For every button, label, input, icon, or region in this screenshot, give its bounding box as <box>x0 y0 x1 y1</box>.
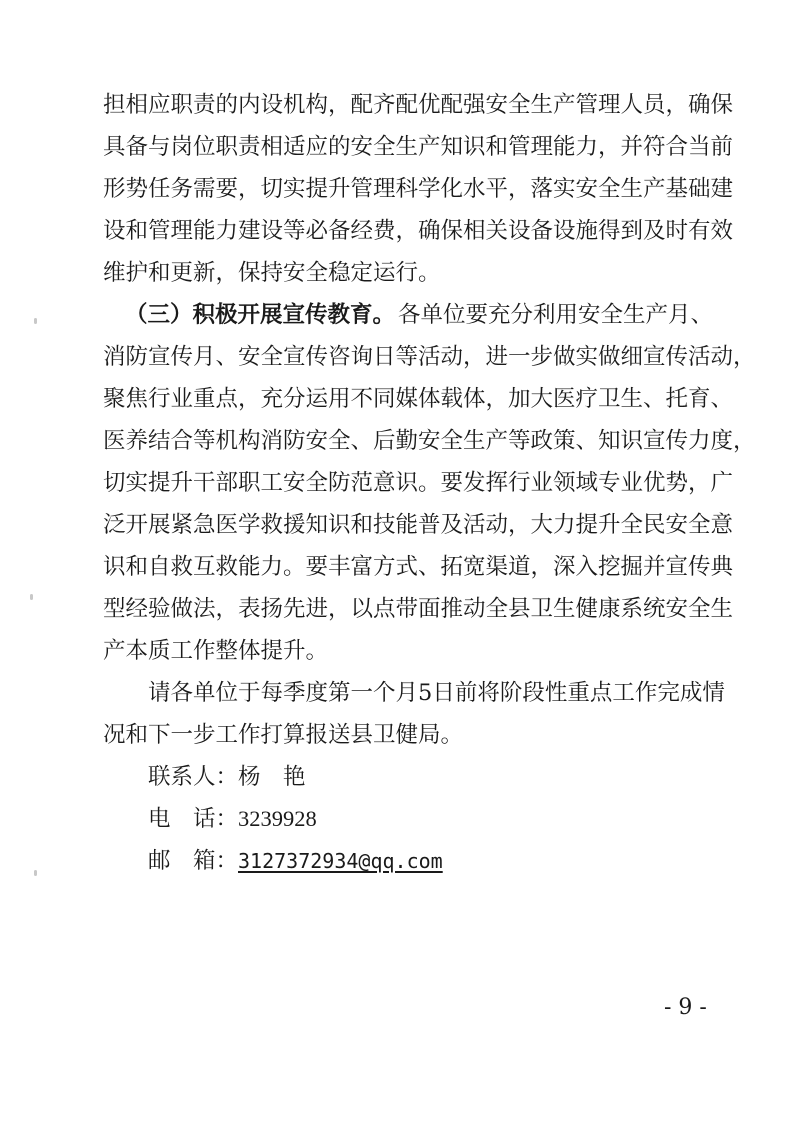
text-line: 产本质工作整体提升。 <box>103 638 329 664</box>
contact-block <box>103 756 713 882</box>
text-line: 况和下一步工作打算报送县卫健局。 <box>103 722 464 748</box>
contact-person <box>103 756 713 798</box>
contact-person-name: 杨 艳 <box>238 764 306 790</box>
text-line: 识和自救互救能力。要丰富方式、拓宽渠道，深入挖掘并宣传典 <box>103 554 734 580</box>
contact-phone-value: 3239928 <box>238 806 317 831</box>
contact-person-label: 联系人： <box>148 764 239 790</box>
scan-speck <box>34 318 37 324</box>
section-3 <box>103 294 756 672</box>
section-3-heading: （三）积极开展宣传教育。 <box>125 302 396 328</box>
text-line: 型经验做法，表扬先进，以点带面推动全县卫生健康系统安全生 <box>103 596 734 622</box>
page-number: - 9 - <box>664 995 707 1020</box>
page-content <box>103 84 756 882</box>
text-line: 请各单位于每季度第一个月5日前将阶段性重点工作完成情 <box>148 680 725 706</box>
text-line: 切实提升干部职工安全防范意识。要发挥行业领域专业优势，广 <box>103 470 734 496</box>
section-3-first-line <box>103 294 713 336</box>
text-line: 设和管理能力建设等必备经费，确保相关设备设施得到及时有效 <box>103 218 734 244</box>
contact-email-label: 邮 箱： <box>148 848 239 874</box>
text-line: 医养结合等机构消防安全、后勤安全生产等政策、知识宣传力度， <box>103 428 756 454</box>
text-line: 具备与岗位职责相适应的安全生产知识和管理能力，并符合当前 <box>103 134 734 160</box>
text-line: 消防宣传月、安全宣传咨询日等活动，进一步做实做细宣传活动， <box>103 344 756 370</box>
text-line: 担相应职责的内设机构，配齐配优配强安全生产管理人员，确保 <box>103 92 734 118</box>
scan-speck <box>30 594 33 600</box>
text-line: 形势任务需要，切实提升管理科学化水平，落实安全生产基础建 <box>103 176 734 202</box>
contact-phone-label: 电 话： <box>148 806 239 832</box>
contact-email-link[interactable]: 3127372934@qq.com <box>238 849 443 873</box>
text-line: 聚焦行业重点，充分运用不同媒体载体，加大医疗卫生、托育、 <box>103 386 734 412</box>
contact-email <box>103 840 713 882</box>
text-line: 维护和更新，保持安全稳定运行。 <box>103 260 441 286</box>
paragraph-1 <box>103 84 734 294</box>
scan-speck <box>34 870 37 876</box>
section-3-first-line-text: 各单位要充分利用安全生产月、 <box>397 302 713 328</box>
contact-phone <box>103 798 713 840</box>
report-paragraph <box>103 672 725 756</box>
text-line: 泛开展紧急医学救援知识和技能普及活动，大力提升全民安全意 <box>103 512 734 538</box>
